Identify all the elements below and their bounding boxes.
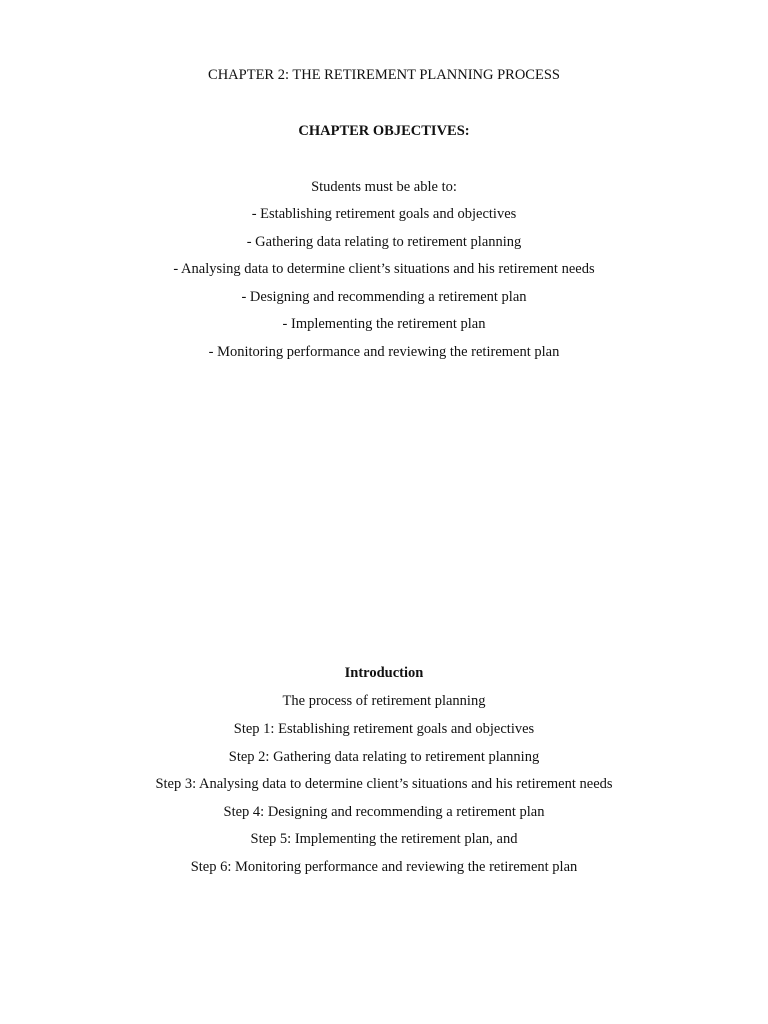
objective-item: - Analysing data to determine client’s situations and his retirement needs [173, 261, 595, 278]
objectives-heading: CHAPTER OBJECTIVES: [298, 123, 470, 139]
objective-item: - Implementing the retirement plan [282, 316, 486, 333]
objectives-intro: Students must be able to: [311, 179, 457, 195]
step-item: Step 6: Monitoring performance and reviewing the retirement plan [190, 858, 578, 875]
objective-item: - Designing and recommending a retirement plan [241, 288, 527, 305]
objective-item: - Gathering data relating to retirement planning [246, 233, 522, 250]
objectives-list [0, 205, 768, 371]
step-item: Step 1: Establishing retirement goals and objectives [233, 721, 535, 737]
introduction-intro: The process of retirement planning [282, 693, 486, 709]
step-item: Step 5: Implementing the retirement plan, and [250, 831, 518, 848]
chapter-title: CHAPTER 2: THE RETIREMENT PLANNING PROCESS [208, 67, 560, 83]
objective-item: - Monitoring performance and reviewing the retirement plan [208, 343, 560, 360]
step-item: Step 2: Gathering data relating to retirement planning [228, 748, 540, 765]
step-item: Step 3: Analysing data to determine client’s situations and his retirement needs [155, 776, 613, 793]
step-item: Step 4: Designing and recommending a retirement plan [223, 803, 545, 820]
introduction-heading: Introduction [344, 665, 424, 681]
steps-list [0, 720, 768, 886]
objective-item: - Establishing retirement goals and objectives [251, 206, 517, 222]
